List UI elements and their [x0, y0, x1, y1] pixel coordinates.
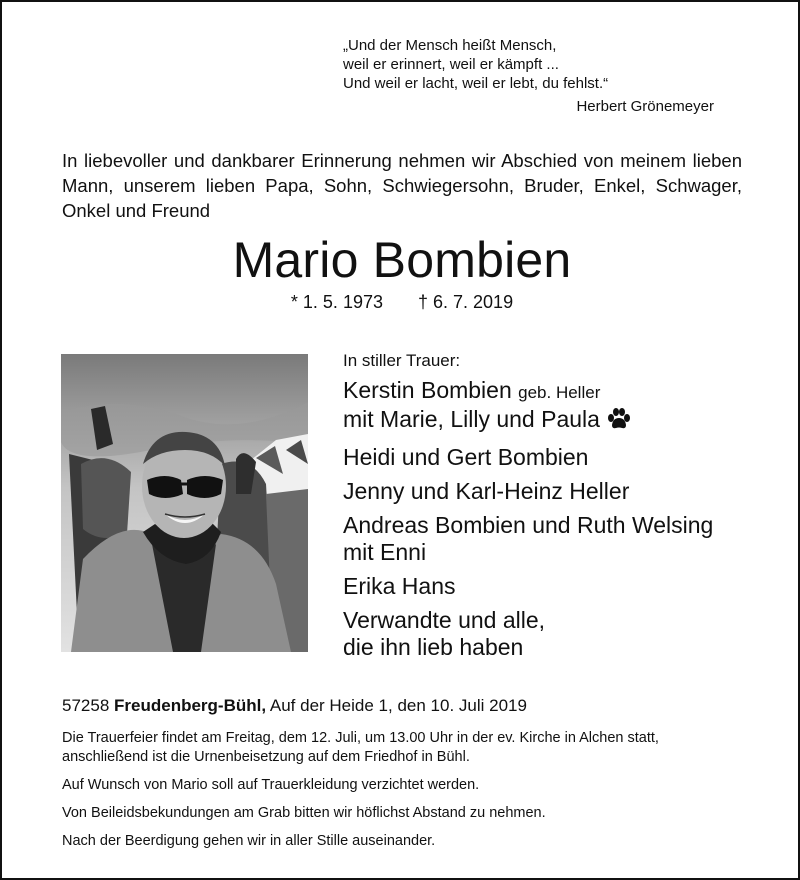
quote-line: „Und der Mensch heißt Mensch,	[343, 37, 557, 54]
maiden-name: geb. Heller	[518, 383, 601, 402]
postal-code: 57258	[62, 696, 110, 715]
mourner-name: Verwandte und alle,	[343, 607, 546, 633]
mourners-list	[343, 348, 713, 668]
quote-block	[343, 36, 608, 93]
portrait-photo	[61, 354, 308, 652]
town-name: Freudenberg-Bühl,	[114, 696, 267, 715]
quote-line: weil er erinnert, weil er kämpft ...	[343, 56, 559, 73]
detail-paragraph: Von Beileidsbekundungen am Grab bitten wir höflichst Abstand zu nehmen.	[62, 805, 546, 821]
quote-author: Herbert Grönemeyer	[576, 98, 714, 115]
mourner-name: Andreas Bombien und Ruth Welsing	[343, 512, 714, 538]
portrait-photo-image	[61, 354, 308, 652]
life-dates	[2, 292, 800, 313]
intro-text: In liebevoller und dankbarer Erinnerung nehmen wir Abschied von meinem lieben Mann, unserem lieben Papa, Sohn, Schwiegersohn, Bruder, Enkel, Schwager, Onkel und Freund	[62, 150, 742, 221]
mourner-name: Heidi und Gert Bombien	[343, 444, 589, 470]
mourner-children: mit Enni	[343, 539, 427, 565]
mourner-group	[343, 573, 713, 600]
place-date-line	[62, 696, 527, 716]
mourner-group	[343, 444, 713, 471]
mourner-name: Jenny und Karl-Heinz Heller	[343, 478, 630, 504]
mourner-name: Erika Hans	[343, 573, 456, 599]
birth-date: * 1. 5. 1973	[290, 292, 383, 312]
deceased-name: Mario Bombien	[232, 232, 572, 288]
mourner-group	[343, 377, 713, 437]
mourner-name: Kerstin Bombien	[343, 377, 512, 403]
quote-line: Und weil er lacht, weil er lebt, du fehlst.“	[343, 75, 609, 92]
paw-print-icon	[606, 407, 632, 437]
detail-paragraph: Nach der Beerdigung gehen wir in aller Stille auseinander.	[62, 833, 436, 849]
mourners-label: In stiller Trauer:	[343, 351, 461, 370]
detail-paragraph: Auf Wunsch von Mario soll auf Trauerkleidung verzichtet werden.	[62, 777, 480, 793]
death-date: † 6. 7. 2019	[418, 292, 514, 312]
detail-paragraph: Die Trauerfeier findet am Freitag, dem 12. Juli, um 13.00 Uhr in der ev. Kirche in Alchen statt, anschließend ist die Urnenbeisetzung auf dem Friedhof in Bühl.	[62, 730, 659, 765]
mourner-group	[343, 512, 713, 566]
mourner-group	[343, 607, 713, 661]
mourner-name: die ihn lieb haben	[343, 634, 524, 660]
mourner-children: mit Marie, Lilly und Paula	[343, 406, 600, 432]
mourner-group	[343, 478, 713, 505]
funeral-details	[62, 729, 747, 860]
address-date: Auf der Heide 1, den 10. Juli 2019	[269, 696, 527, 715]
